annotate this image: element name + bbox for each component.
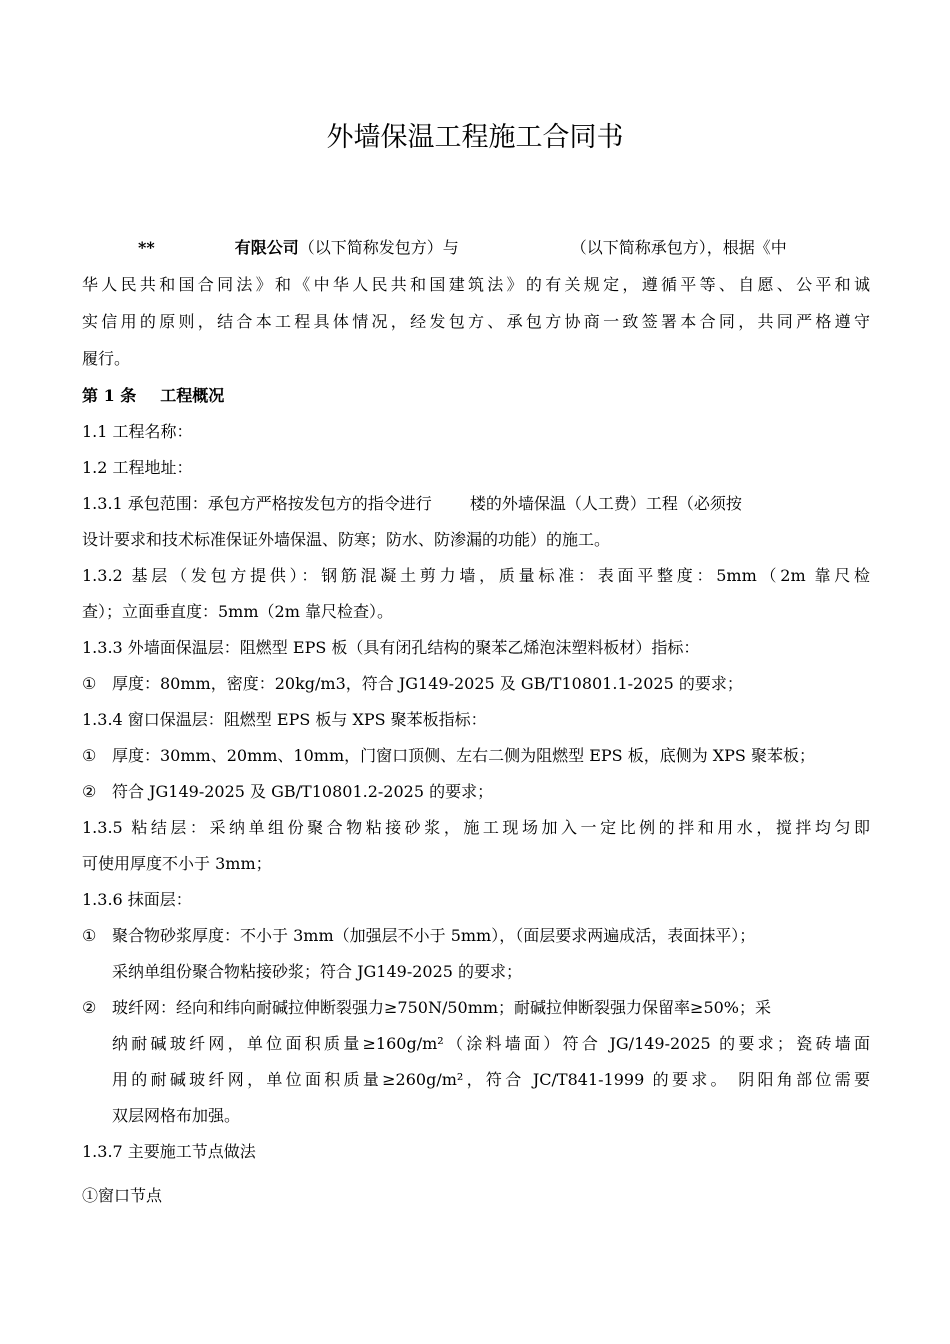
- intro-line-2: 华人民共和国合同法》和《中华人民共和国建筑法》的有关规定，遵循平等、自愿、公平和诚: [82, 275, 870, 294]
- item-1-3-5-line-2: 可使用厚度不小于 3mm；: [82, 854, 272, 873]
- document-title: 外墙保温工程施工合同书: [326, 122, 624, 153]
- circled-number: ①: [82, 746, 97, 765]
- item-1-3-4-1: [82, 744, 870, 768]
- item-1-3-1-part-a: 1.3.1 承包范围：承包方严格按发包方的指令进行: [82, 494, 432, 513]
- article-1-heading: [82, 384, 870, 408]
- item-1-3-6: 1.3.6 抹面层：: [82, 890, 192, 909]
- item-1-3-4: 1.3.4 窗口保温层：阻燃型 EPS 板与 XPS 聚苯板指标：: [82, 710, 487, 729]
- item-1-3-6-1-line-2: 采纳单组份聚合物粘接砂浆；符合 JG149-2025 的要求；: [112, 962, 523, 981]
- circled-number: ②: [82, 998, 97, 1017]
- item-1-3-6-1-line-1: [82, 924, 870, 948]
- intro-party-b-note: （以下简称承包方），根据《中: [570, 238, 787, 257]
- item-1-3-5-line-1: 1.3.5 粘结层：采纳单组份聚合物粘接砂浆，施工现场加入一定比例的拌和用水，搅拌均匀即: [82, 818, 870, 837]
- item-1-3-6-2-line-3: 用的耐碱玻纤网，单位面积质量≥260g/m²，符合 JC/T841-1999 的要求。 阴阳角部位需要: [112, 1070, 870, 1089]
- item-text: 厚度：30mm、20mm、10mm，门窗口顶侧、左右二侧为阻燃型 EPS 板，底侧为 XPS 聚苯板；: [112, 746, 815, 765]
- item-1-3-4-2: [82, 780, 870, 804]
- item-1-3-3-1: [82, 672, 870, 696]
- article-1-title: 工程概况: [160, 386, 225, 405]
- item-1-1: 1.1 工程名称：: [82, 422, 193, 441]
- item-1-3-2-line-2: 查）；立面垂直度：5mm（2m 靠尺检查）。: [82, 602, 393, 621]
- item-1-3-6-2-line-1: [82, 996, 870, 1020]
- article-1-number: 第 1 条: [82, 386, 137, 405]
- party-a-prefix: **: [138, 238, 155, 257]
- item-text: 厚度：80mm，密度：20kg/m3，符合 JG149-2025 及 GB/T10801.1-2025 的要求；: [112, 674, 743, 693]
- item-text: 玻纤网：经向和纬向耐碱拉伸断裂强力≥750N/50mm；耐碱拉伸断裂强力保留率≥50%；采: [112, 998, 772, 1017]
- item-1-3-1-line-1: [82, 492, 870, 516]
- item-1-3-7-1: ①窗口节点: [82, 1186, 163, 1205]
- intro-line-4: 履行。: [82, 349, 131, 368]
- item-1-3-3: 1.3.3 外墙面保温层：阻燃型 EPS 板（具有闭孔结构的聚苯乙烯泡沫塑料板材）指标：: [82, 638, 700, 657]
- item-text: 符合 JG149-2025 及 GB/T10801.2-2025 的要求；: [112, 782, 494, 801]
- circled-number: ①: [82, 926, 97, 945]
- intro-party-a-note: （以下简称发包方）与: [298, 238, 459, 257]
- item-1-2: 1.2 工程地址：: [82, 458, 193, 477]
- circled-number: ①: [82, 674, 97, 693]
- item-1-3-7: 1.3.7 主要施工节点做法: [82, 1142, 256, 1161]
- item-text: 聚合物砂浆厚度：不小于 3mm（加强层不小于 5mm），（面层要求两遍成活，表面抹平）；: [112, 926, 756, 945]
- item-1-3-2-line-1: 1.3.2 基层（发包方提供）：钢筋混凝土剪力墙，质量标准：表面平整度：5mm（2m 靠尺检: [82, 566, 870, 585]
- circled-number: ②: [82, 782, 97, 801]
- item-1-3-1-line-2: 设计要求和技术标准保证外墙保温、防寒；防水、防渗漏的功能）的施工。: [82, 530, 611, 549]
- item-1-3-6-2-line-4: 双层网格布加强。: [112, 1106, 241, 1125]
- item-1-3-6-2-line-2: 纳耐碱玻纤网，单位面积质量≥160g/m²（涂料墙面）符合 JG/149-2025 的要求；瓷砖墙面: [112, 1034, 870, 1053]
- item-1-3-1-part-b: 楼的外墙保温（人工费）工程（必须按: [469, 494, 742, 513]
- intro-line-3: 实信用的原则，结合本工程具体情况，经发包方、承包方协商一致签署本合同，共同严格遵守: [82, 312, 870, 331]
- party-a-name: 有限公司: [234, 238, 299, 257]
- intro-line-1: [82, 236, 870, 260]
